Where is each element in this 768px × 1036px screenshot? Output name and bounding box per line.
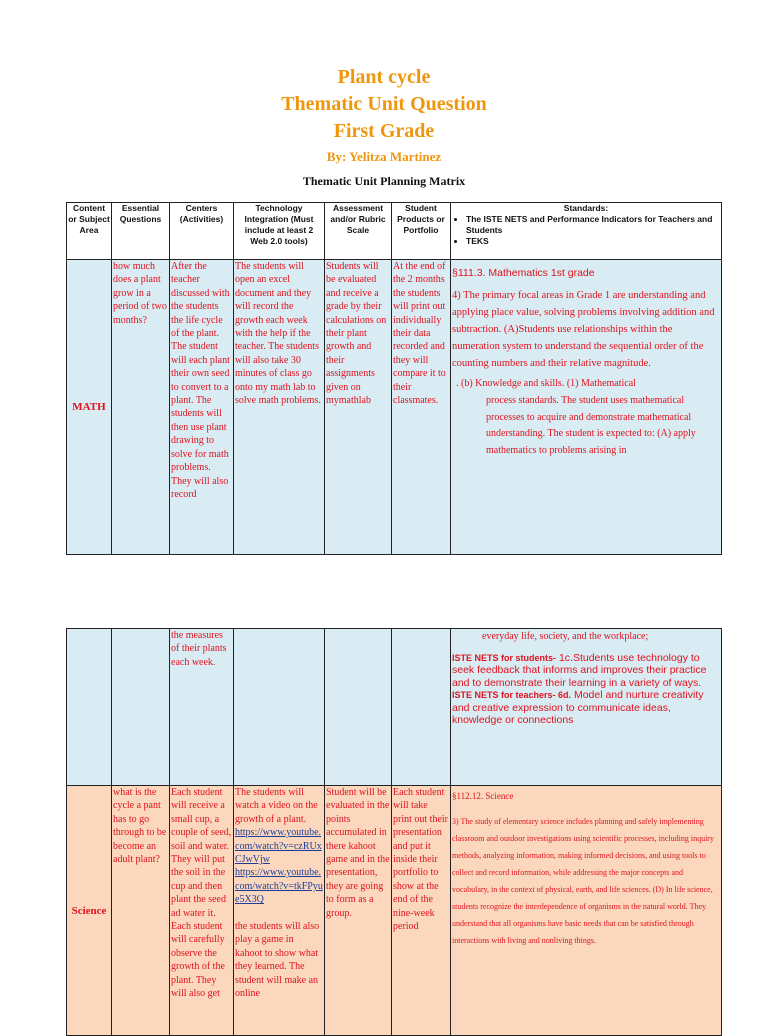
math-centers: After the teacher discussed with the students the life cycle of the plant. The student will each plant their own seed to convert to a plant. The students will then use plant drawing to solve for math problems. They will also record (170, 260, 234, 555)
col-technology: Technology Integration (Must include at least 2 Web 2.0 tools) (234, 203, 325, 260)
col-standards: Standards: • The ISTE NETS and Performance Indicators for Teachers and Students • TEKS (451, 203, 722, 260)
science-products: Each student will take print out their presentation and put it inside their portfolio to show at the end of the nine-week period (392, 786, 451, 1036)
standards-bullet: • TEKS (466, 236, 720, 247)
science-centers: Each student will receive a small cup, a couple of seed, soil and water. They will put the soil in the cup and then plant the seed ad water it. Each student will carefully observe the growth of the plant. They will also get (170, 786, 234, 1036)
byline: By: Yelitza Martinez (326, 149, 442, 164)
math-std-p1: 4) The primary focal areas in Grade 1 are understanding and applying place value, solving problems involving addition and subtraction. (A)Students use relationships within the numeration system to understand the sequential order of the counting numbers and their relative magnitude. (452, 290, 715, 369)
math-row (67, 260, 722, 555)
video-link-2[interactable]: https://www.youtube.com/watch?v=tkFPyue5X3Q (235, 867, 323, 906)
iste-teachers-label: ISTE NETS for teachers- 6d. (452, 690, 572, 701)
planning-matrix-table (66, 202, 722, 555)
header-row (67, 203, 722, 260)
math-assessment: Students will be evaluated and receive a grade by their calculations on their plant growth and their assignments given on mymathlab (325, 260, 392, 555)
iste-teachers-text: Model and nurture creativity and creative expression to communicate ideas, knowledge or connections (452, 689, 704, 727)
matrix-title: Thematic Unit Planning Matrix (302, 174, 466, 188)
video-link-1[interactable]: https://www.youtube.com/watch?v=czRUxCJwVjw (235, 827, 322, 866)
iste-students-text: 1c.Students use technology to seek feedback that informs and improves their practice and to demonstrate their learning in a variety of ways. (452, 651, 707, 689)
math-centers-cont: the measures of their plants each week. (170, 629, 234, 786)
science-row (67, 786, 722, 1036)
science-technology: The students will watch a video on the growth of a plant. https://www.youtube.com/watch?v=czRUxCJwVjw https://www.youtube.com/watch?v=tkFPyue5X3Q the students will also play a game in kahoot to show what they learned. The student will make an online (234, 786, 325, 1036)
math-products: At the end of the 2 months the students will print out individually their data recorded and they will compare it to their classmates. (392, 260, 451, 555)
document-title (0, 64, 768, 167)
science-assessment: Student will be evaluated in the points accumulated in there kahoot game and in the presentation, they are going to form as a group. (325, 786, 392, 1036)
math-std-heading: §111.3. Mathematics 1st grade (452, 267, 595, 279)
math-std-p2a: . (b) Knowledge and skills. (1) Mathematical (456, 378, 636, 389)
math-row-continued (67, 629, 722, 786)
math-std-cont: everyday life, society, and the workplace; (482, 631, 649, 642)
subject-math: MATH (67, 260, 112, 555)
iste-students-label: ISTE NETS for students- (452, 652, 557, 663)
subject-science: Science (67, 786, 112, 1036)
math-std-p2b: process standards. The student uses mathematical processes to acquire and demonstrate mathematical understanding. The student is expected to: (A) apply mathematics to problems arising in (486, 394, 696, 457)
standards-bullet: • The ISTE NETS and Performance Indicators for Teachers and Students (466, 214, 720, 236)
science-question: what is the cycle a pant has to go through to be become an adult plant? (112, 786, 170, 1036)
math-standards-cont (451, 629, 722, 786)
title-line-3: First Grade (333, 120, 435, 142)
math-question: how much does a plant grow in a period of two months? (112, 260, 170, 555)
math-technology: The students will open an excel document and they will record the growth each week with the help if the teacher. The students will also take 30 minutes of class go onto my math lab to solve math problems. (234, 260, 325, 555)
science-standards (451, 786, 722, 1036)
planning-matrix-table-continued (66, 628, 722, 1036)
col-content: Content or Subject Area (67, 203, 112, 260)
math-standards (451, 260, 722, 555)
science-std-heading: §112.12. Science (452, 791, 514, 801)
science-std-p1: 3) The study of elementary science includes planning and safely implementing classroom and outdoor investigations using scientific processes, including inquiry methods, analyzing information, making informed decisions, and using tools to collect and record information, while addressing the major concepts and vocabulary, in the context of physical, earth, and life sciences. (D) In life science, students recognize the interdependence of organisms in the natural world. They understand that all organisms have basic needs that can be satisfied through interactions with living and nonliving things. (452, 817, 714, 945)
col-products: Student Products or Portfolio (392, 203, 451, 260)
col-centers: Centers (Activities) (170, 203, 234, 260)
col-assessment: Assessment and/or Rubric Scale (325, 203, 392, 260)
title-line-2: Thematic Unit Question (281, 93, 487, 115)
col-essential: Essential Questions (112, 203, 170, 260)
title-line-1: Plant cycle (337, 66, 431, 88)
